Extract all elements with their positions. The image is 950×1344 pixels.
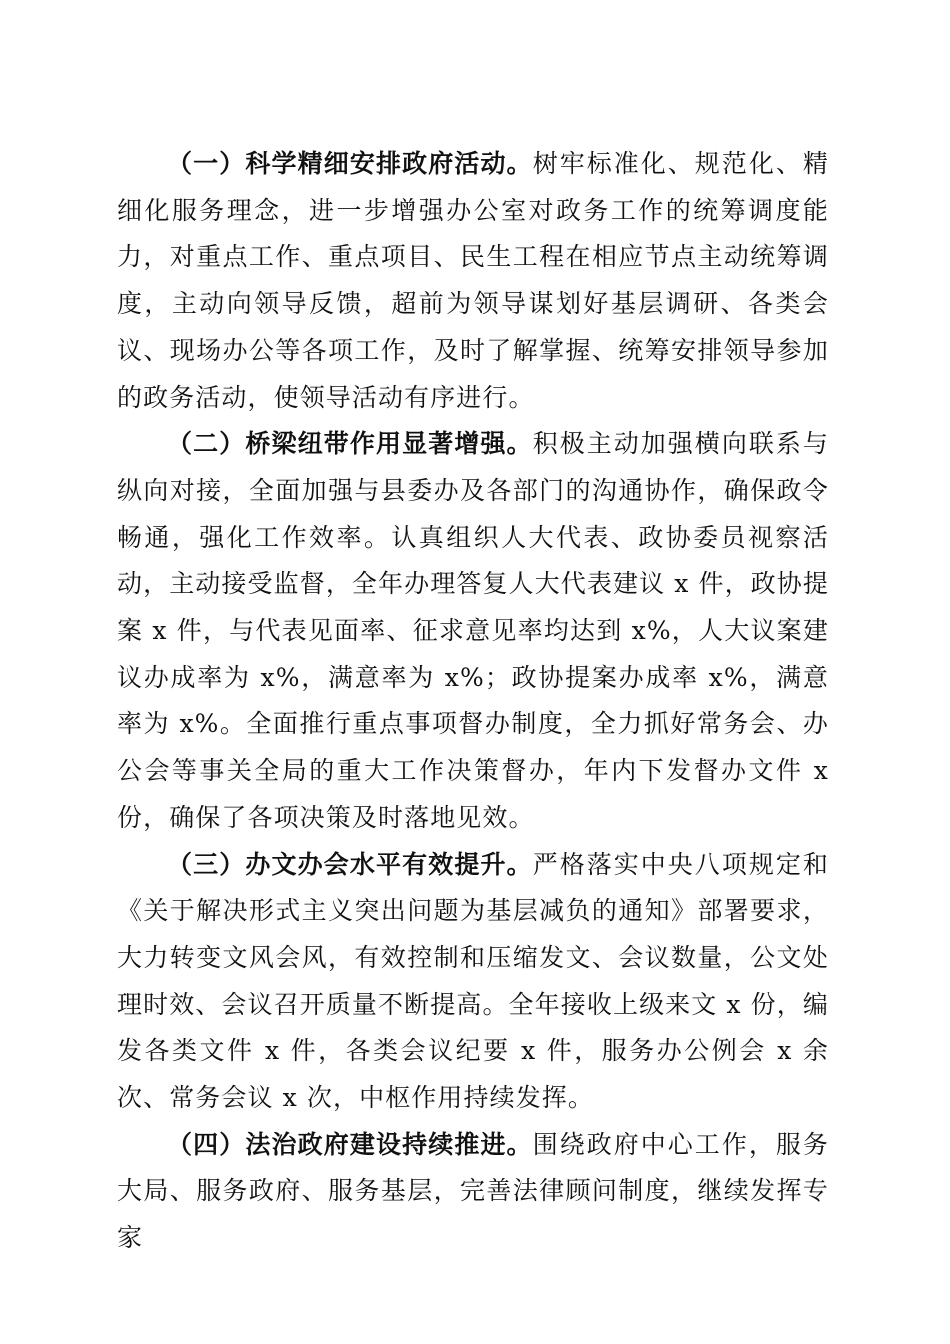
paragraph-4-body: 围绕政府中心工作，服务大局、服务政府、服务基层，完善法律顾问制度，继续发挥专家 (117, 1129, 829, 1253)
paragraph-4 (117, 1122, 829, 1262)
paragraph-3 (117, 842, 829, 1122)
paragraph-1 (117, 141, 829, 421)
paragraph-3-heading: （三）办文办会水平有效提升。 (167, 849, 533, 879)
paragraph-3-body: 严格落实中央八项规定和《关于解决形式主义突出问题为基层减负的通知》部署要求，大力转变文风会风，有效控制和压缩发文、会议数量，公文处理时效、会议召开质量不断提高。全年接收上级来文 x 份，编发各类文件 x 件，各类会议纪要 x 件，服务办公例会 x 余次、常务会议 x 次，中枢作用持续发挥。 (117, 849, 829, 1113)
paragraph-2 (117, 421, 829, 841)
paragraph-2-heading: （二）桥梁纽带作用显著增强。 (167, 429, 533, 459)
paragraph-1-heading: （一）科学精细安排政府活动。 (167, 149, 533, 178)
paragraph-4-heading: （四）法治政府建设持续推进。 (167, 1129, 533, 1159)
paragraph-1-body: 树牢标准化、规范化、精细化服务理念，进一步增强办公室对政务工作的统筹调度能力，对重点工作、重点项目、民生工程在相应节点主动统筹调度，主动向领导反馈，超前为领导谋划好基层调研、各类会议、现场办公等各项工作，及时了解掌握、统筹安排领导参加的政务活动，使领导活动有序进行。 (117, 149, 829, 412)
paragraph-2-body: 积极主动加强横向联系与纵向对接，全面加强与县委办及各部门的沟通协作，确保政令畅通，强化工作效率。认真组织人大代表、政协委员视察活动，主动接受监督，全年办理答复人大代表建议 x 件，政协提案 x 件，与代表见面率、征求意见率均达到 x%，人大议案建议办成率为 x%，满意率为 x%；政协提案办成率 x%，满意率为 x%。全面推行重点事项督办制度，全力抓好常务会、办公会等事关全局的重大工作决策督办，年内下发督办文件 x 份，确保了各项决策及时落地见效。 (117, 429, 829, 832)
document-body (117, 141, 829, 1262)
